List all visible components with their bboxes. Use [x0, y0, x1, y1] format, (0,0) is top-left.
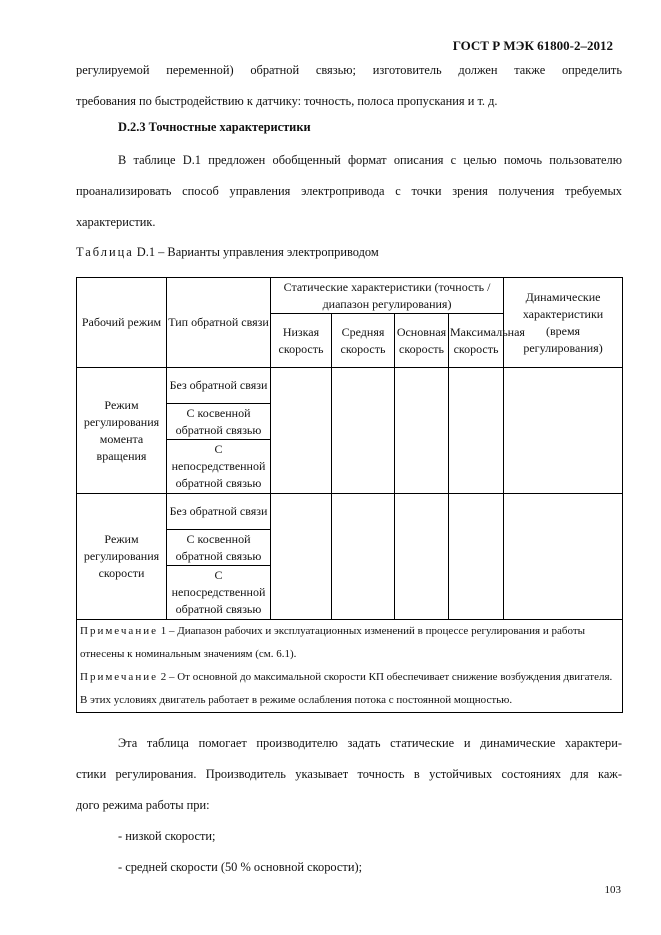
data-cell	[395, 368, 449, 494]
feedback-cell: С косвенной обратной связью	[167, 404, 271, 440]
feedback-cell: Без обратной связи	[167, 368, 271, 404]
data-cell	[395, 494, 449, 620]
data-cell	[332, 494, 395, 620]
para2-line-3: дого режима работы при:	[76, 798, 210, 812]
para1-line-2: проанализировать способ управления электропривода с точки зрения получения требуемых	[76, 184, 622, 198]
note-1-text: 1 – Диапазон рабочих и эксплуатационных изменений в процессе регулирования и работы отнесены к номинальным значениям (см. 6.1).	[80, 625, 586, 660]
para2-line-1: Эта таблица помогает производителю задать статические и динамические характери-	[118, 736, 622, 750]
feedback-cell: С косвенной обратной связью	[167, 530, 271, 566]
data-cell	[504, 494, 623, 620]
para2-line-2: стики регулирования. Производитель указывает точность в устойчивых состояниях для каж-	[76, 767, 622, 781]
intro-line-2: требования по быстродействию к датчику: точность, полоса пропускания и т. д.	[76, 94, 498, 108]
header-medium-speed: Средняя скорость	[332, 314, 395, 368]
data-cell	[271, 368, 332, 494]
header-max-speed: Максимальная скорость	[449, 314, 504, 368]
data-cell	[449, 494, 504, 620]
page-number: 103	[604, 884, 621, 896]
table-notes	[77, 620, 623, 713]
data-cell	[449, 368, 504, 494]
data-cell	[504, 368, 623, 494]
table-caption	[76, 245, 379, 260]
mode-cell-torque: Режим регулирования момента вращения	[77, 368, 167, 494]
para1-line-3: характеристик.	[76, 215, 156, 229]
header-base-speed: Основная скорость	[395, 314, 449, 368]
mode-cell-speed: Режим регулирования скорости	[77, 494, 167, 620]
feedback-cell: С непосредственной обратной связью	[167, 440, 271, 494]
document-header: ГОСТ Р МЭК 61800-2–2012	[452, 38, 613, 53]
control-options-table	[76, 277, 623, 713]
note-2-text: 2 – От основной до максимальной скорости КП обеспечивает снижение возбуждения двигателя. В этих условиях двигатель работает в режиме ослабления потока с постоянной мощностью.	[80, 671, 613, 706]
header-mode: Рабочий режим	[77, 278, 167, 368]
note-1	[80, 620, 619, 666]
data-cell	[332, 368, 395, 494]
data-cell	[271, 494, 332, 620]
note-1-label: Примечание	[80, 625, 158, 637]
header-feedback: Тип обратной связи	[167, 278, 271, 368]
intro-line-1: регулируемой переменной) обратной связью; изготовитель должен также определить	[76, 63, 622, 77]
list-item-medium: - средней скорости (50 % основной скорости);	[118, 860, 363, 874]
note-2-label: Примечание	[80, 671, 158, 683]
section-heading: D.2.3 Точностные характеристики	[118, 120, 311, 134]
list-item-low: - низкой скорости;	[118, 829, 216, 843]
caption-text: D.1 – Варианты управления электроприводом	[133, 245, 379, 259]
header-static: Статические характеристики (точность /диапазон регулирования)	[271, 278, 504, 314]
header-low-speed: Низкая скорость	[271, 314, 332, 368]
note-2	[80, 666, 619, 712]
feedback-cell: С непосредственной обратной связью	[167, 566, 271, 620]
para1-line-1: В таблице D.1 предложен обобщенный формат описания с целью помочь пользователю	[118, 153, 622, 167]
header-dynamic: Динамические характеристики (время регулирования)	[504, 278, 623, 368]
caption-label: Таблица	[76, 245, 134, 259]
feedback-cell: Без обратной связи	[167, 494, 271, 530]
